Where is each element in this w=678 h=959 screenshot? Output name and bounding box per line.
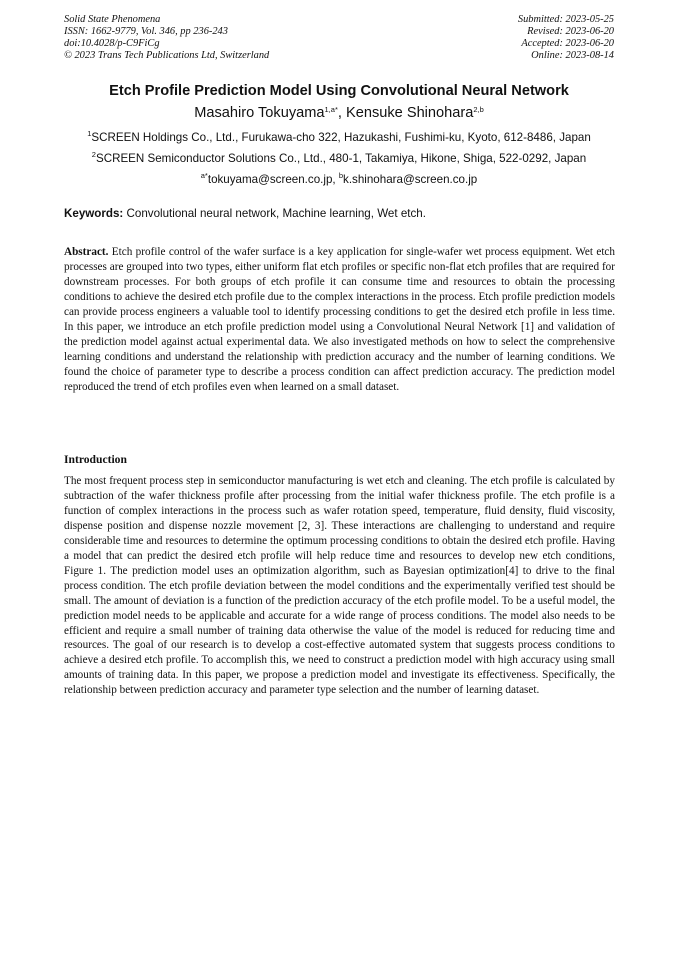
journal-info bbox=[64, 14, 269, 62]
keywords-label: Keywords: bbox=[64, 207, 124, 220]
abstract bbox=[64, 245, 615, 395]
date-accepted: Accepted: 2023-06-20 bbox=[521, 38, 614, 50]
journal-issn: ISSN: 1662-9779, Vol. 346, pp 236-243 bbox=[64, 26, 228, 38]
keywords-text: Convolutional neural network, Machine learning, Wet etch. bbox=[123, 207, 426, 220]
journal-doi: doi:10.4028/p-C9FiCg bbox=[64, 38, 160, 50]
affiliation-marker: 2 bbox=[91, 150, 96, 159]
paper-title: Etch Profile Prediction Model Using Convolutional Neural Network bbox=[109, 83, 569, 99]
author-separator: , bbox=[337, 105, 346, 121]
publication-dates bbox=[518, 14, 614, 62]
author-name: Masahiro Tokuyama bbox=[194, 105, 325, 121]
affiliation-text: SCREEN Semiconductor Solutions Co., Ltd., 480-1, Takamiya, Hikone, Shiga, 522-0292, Japan bbox=[95, 152, 587, 165]
abstract-label: Abstract. bbox=[64, 246, 109, 258]
affiliation-2 bbox=[0, 152, 678, 165]
date-revised: Revised: 2023-06-20 bbox=[527, 26, 614, 38]
introduction-paragraph: The most frequent process step in semiconductor manufacturing is wet etch and cleaning. The etch profile is calculated by subtraction of the wafer thickness profile after processing from the initial wafer thickness profile. The etch profile is a function of complex interactions in the process such as wafer rotation speed, temperature, fluid density, fluid viscosity, dispense position and dispense nozzle movement [2, 3]. These interactions are challenging to understand and require considerable time and resources to determine the optimum processing conditions to obtain the desired etch profile. Having a model that can predict the desired etch profile will help reduce time and resources to develop new etch conditions, Figure 1. The prediction model uses an optimization algorithm, such as Bayesian optimization[4] to drive to the final process condition. The etch profile deviation between the model conditions and the experimentally verified test should be small. The amount of deviation is a function of the prediction accuracy of the etch profile model. To be a useful model, the prediction model needs to be applicable and accurate for a wide range of process conditions. The model also needs to be efficient and require a small number of training data otherwise the value of the model is reduced for reducing time and resources. The goal of our research is to develop a cost-effective automated system that suggests process conditions to achieve a desired etch profile. To accomplish this, we need to construct a prediction model with high accuracy using small amounts of training data. In this paper, we propose a prediction model and investigate its effectiveness. Specifically, the relationship between prediction accuracy and parameter type selection and the number of learning dataset. bbox=[64, 475, 615, 697]
affiliation-text: SCREEN Holdings Co., Ltd., Furukawa-cho 322, Hazukashi, Fushimi-ku, Kyoto, 612-8486, Japan bbox=[91, 131, 591, 144]
author-affiliation-marker: 1,a* bbox=[324, 105, 338, 114]
email-link[interactable]: tokuyama@screen.co.jp bbox=[207, 173, 333, 186]
abstract-text: Etch profile control of the wafer surface is a key application for single-wafer wet process equipment. Wet etch processes are grouped into two types, either uniform flat etch profiles or specific non-flat etch profiles that are required for downstream processes. For both groups of etch profile it can consume time and resources to obtain the processing conditions to achieve the desired etch profile due to the complex interactions in the process. Etch profile prediction models can provide process engineers a valuable tool to identify processing conditions to get the desired etch profile in less time. In this paper, we introduce an etch profile prediction model using a Convolutional Neural Network [1] and validation of the prediction model against actual experimental data. We also investigated methods on how to select the comprehensive learning conditions and understand the relationship with prediction accuracy and the number of learning conditions. We found the choice of parameter type to describe a process condition can affect prediction accuracy. The prediction model reproduced the trend of etch profiles even when learned on a small dataset. bbox=[64, 246, 615, 393]
journal-copyright: © 2023 Trans Tech Publications Ltd, Switzerland bbox=[64, 50, 270, 62]
affiliation-marker: 1 bbox=[87, 129, 92, 138]
email-link[interactable]: k.shinohara@screen.co.jp bbox=[343, 173, 478, 186]
date-submitted: Submitted: 2023-05-25 bbox=[517, 14, 614, 25]
author-emails bbox=[0, 173, 678, 186]
author-affiliation-marker: 2,b bbox=[473, 105, 484, 114]
email-marker: b bbox=[338, 171, 344, 180]
journal-name: Solid State Phenomena bbox=[64, 14, 161, 25]
introduction-heading: Introduction bbox=[64, 453, 127, 466]
affiliation-1 bbox=[0, 131, 678, 144]
keywords bbox=[64, 207, 615, 220]
author-name: Kensuke Shinohara bbox=[345, 105, 474, 121]
author-list bbox=[0, 105, 678, 121]
email-separator: , bbox=[332, 173, 339, 186]
date-online: Online: 2023-08-14 bbox=[531, 50, 614, 62]
email-marker: a* bbox=[200, 171, 208, 180]
